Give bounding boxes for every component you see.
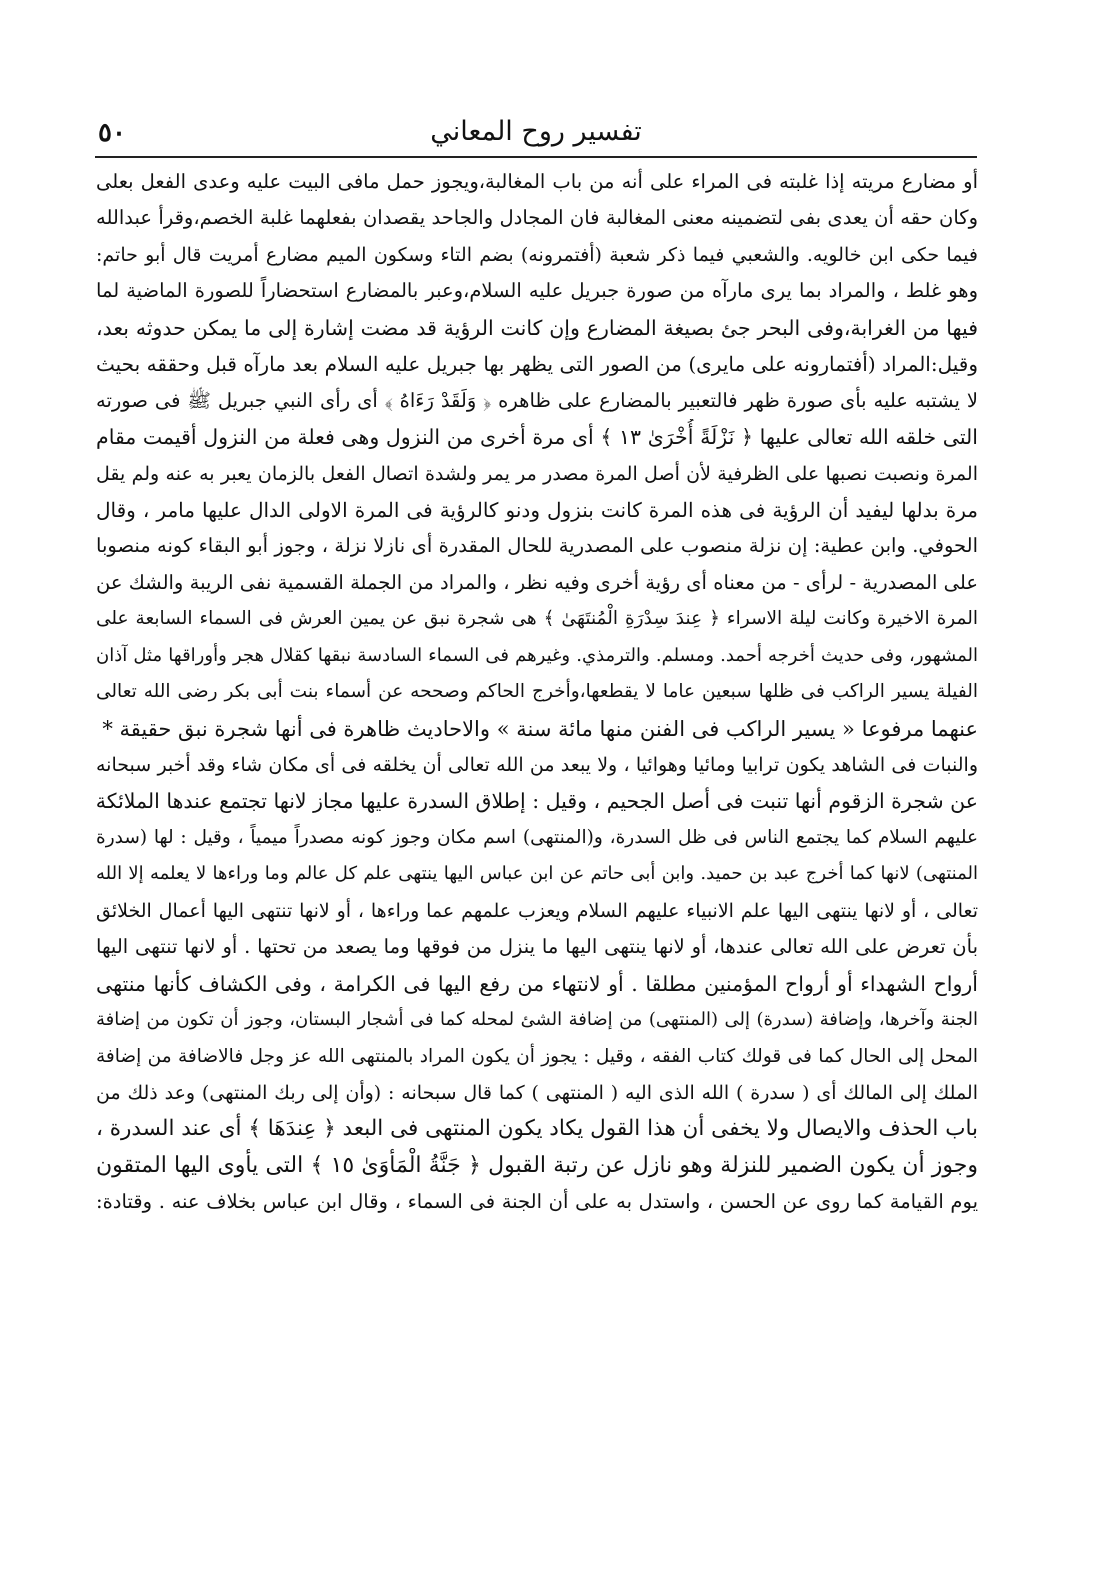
- page-header: [98, 112, 974, 158]
- text-line: تعالى ، أو لانها ينتهى اليها علم الانبياء عليهم السلام ويعزب علمهم عما وراءها ، أو لانها تنتهى اليها أعمال الخلائق: [96, 899, 978, 922]
- text-line: باب الحذف والايصال ولا يخفى أن هذا القول يكاد يكون المنتهى فى البعد ﴿ عِندَهَا ﴾ أى عند السدرة ،: [96, 1116, 978, 1142]
- text-line: المحل إلى الحال كما فى قولك كتاب الفقه ، وقيل : يجوز أن يكون المراد بالمنتهى الله عز وجل فالاضافة من إضافة: [96, 1045, 978, 1067]
- text-line: عن شجرة الزقوم أنها تنبت فى أصل الجحيم ، وقيل : إطلاق السدرة عليها مجاز لانها تجتمع عندها الملائكة: [96, 789, 978, 814]
- body-text: [96, 164, 978, 1221]
- text-line: وجوز أن يكون الضمير للنزلة وهو نازل عن رتبة القبول ﴿ جَنَّةُ الْمَأْوَىٰ ١٥ ﴾ التى يأوى اليها المتقون: [96, 1152, 978, 1178]
- text-line: أرواح الشهداء أو أرواح المؤمنين مطلقا . أو لانتهاء من رفع اليها فى الكرامة ، وفى الكشاف كأنها منتهى: [96, 971, 978, 996]
- text-line: عليهم السلام كما يجتمع الناس فى ظل السدرة، و(المنتهى) اسم مكان وجوز كونه مصدراً ميمياً ، وقيل : لها (سدرة: [96, 826, 978, 848]
- running-title: تفسير روح المعاني: [430, 116, 642, 147]
- text-line: وهو غلط ، والمراد بما يرى مارآه من صورة جبريل عليه السلام،وعبر بالمضارع استحضاراً للصورة الماضية لما: [96, 279, 978, 303]
- text-line: وقيل:المراد (أفتمارونه على مايرى) من الصور التى يظهر بها جبريل عليه السلام بعد مارآه قبل وحققه بحيث: [96, 352, 978, 377]
- text-line: أو مضارع مريته إذا غلبته فى المراء على أنه من باب المغالبة،ويجوز حمل مافى البيت عليه وعدى الفعل بعلى: [96, 170, 978, 193]
- text-line: المشهور، وفى حديث أخرجه أحمد. ومسلم. والترمذي. وغيرهم فى السماء السادسة نبقها كقلال هجر وأوراقها مثل آذان: [96, 644, 978, 666]
- page-number: ٥٠: [98, 118, 126, 148]
- text-line: فيها من الغرابة،وفى البحر جئ بصيغة المضارع وإن كانت الرؤية قد مضت إشارة إلى ما يمكن حدوثه بعد،: [96, 315, 978, 340]
- text-line: عنهما مرفوعا « يسير الراكب فى الفنن منها مائة سنة » والاحاديث ظاهرة فى أنها شجرة نبق حقيقة *: [102, 716, 978, 741]
- text-line: المرة ونصبت نصبها على الظرفية لأن أصل المرة مصدر مر يمر ولشدة اتصال الفعل بالزمان يعبر به عنه ولم يقل: [96, 462, 978, 485]
- header-divider: [95, 156, 977, 158]
- text-line: يوم القيامة كما روى عن الحسن ، واستدل به على أن الجنة فى السماء ، وقال ابن عباس بخلاف عنه . وقتادة:: [96, 1190, 978, 1214]
- text-line: الملك إلى المالك أى ( سدرة ) الله الذى اليه ( المنتهى ) كما قال سبحانه : (وأن إلى ربك المنتهى) وعد ذلك من: [96, 1081, 978, 1104]
- text-line: المنتهى) لانها كما أخرج عبد بن حميد. وابن أبى حاتم عن ابن عباس اليها ينتهى علم كل عالم وما وراءها لا يعلمه إلا الله: [96, 863, 978, 885]
- text-line: التى خلقه الله تعالى عليها ﴿ نَزْلَةً أُخْرَىٰ ١٣ ﴾ أى مرة أخرى من النزول وهى فعلة من النزول أقيمت مقام: [96, 425, 978, 450]
- text-line: لا يشتبه عليه بأى صورة ظهر فالتعبير بالمضارع على ظاهره ﴿ وَلَقَدْ رَءَاهُ ﴾ أى رأى النبي جبريل ﷺ فى صورته: [96, 388, 978, 412]
- text-line: مرة بدلها ليفيد أن الرؤية فى هذه المرة كانت بنزول ودنو كالرؤية فى المرة الاولى الدال عليها مامر ، وقال: [96, 497, 978, 522]
- text-line: والنبات فى الشاهد يكون ترابيا ومائيا وهوائيا ، ولا يبعد من الله تعالى أن يخلقه فى أى مكان شاء وقد أخبر سبحانه: [96, 754, 978, 776]
- text-line: المرة الاخيرة وكانت ليلة الاسراء ﴿ عِندَ سِدْرَةِ الْمُنتَهَىٰ ﴾ هى شجرة نبق عن يمين العرش فى السماء السابعة على: [96, 608, 978, 630]
- text-line: على المصدرية - لرأى - من معناه أى رؤية أخرى وفيه نظر ، والمراد من الجملة القسمية نفى الريبة والشك عن: [96, 570, 978, 594]
- text-line: فيما حكى ابن خالويه. والشعبي فيما ذكر شعبة (أفتمرونه) بضم التاء وسكون الميم مضارع أمريت قال أبو حاتم:: [96, 243, 978, 266]
- text-line: بأن تعرض على الله تعالى عندها، أو لانها ينتهى اليها ما ينزل من فوقها وما يصعد من تحتها . أو لانها تنتهى اليها: [96, 935, 978, 959]
- text-line: وكان حقه أن يعدى بفى لتضمينه معنى المغالبة فان المجادل والجاحد يقصدان بفعلهما غلبة الخصم،وقرأ عبدالله: [96, 206, 978, 230]
- text-line: الفيلة يسير الراكب فى ظلها سبعين عاما لا يقطعها،وأخرج الحاكم وصححه عن أسماء بنت أبى بكر رضى الله تعالى: [96, 681, 978, 703]
- text-line: الجنة وآخرها، وإضافة (سدرة) إلى (المنتهى) من إضافة الشئ لمحله كما فى أشجار البستان، وجوز أن تكون من إضافة: [96, 1009, 978, 1031]
- text-line: الحوفي. وابن عطية: إن نزلة منصوب على المصدرية للحال المقدرة أى نازلا نزلة ، وجوز أبو البقاء كونه منصوبا: [96, 534, 978, 558]
